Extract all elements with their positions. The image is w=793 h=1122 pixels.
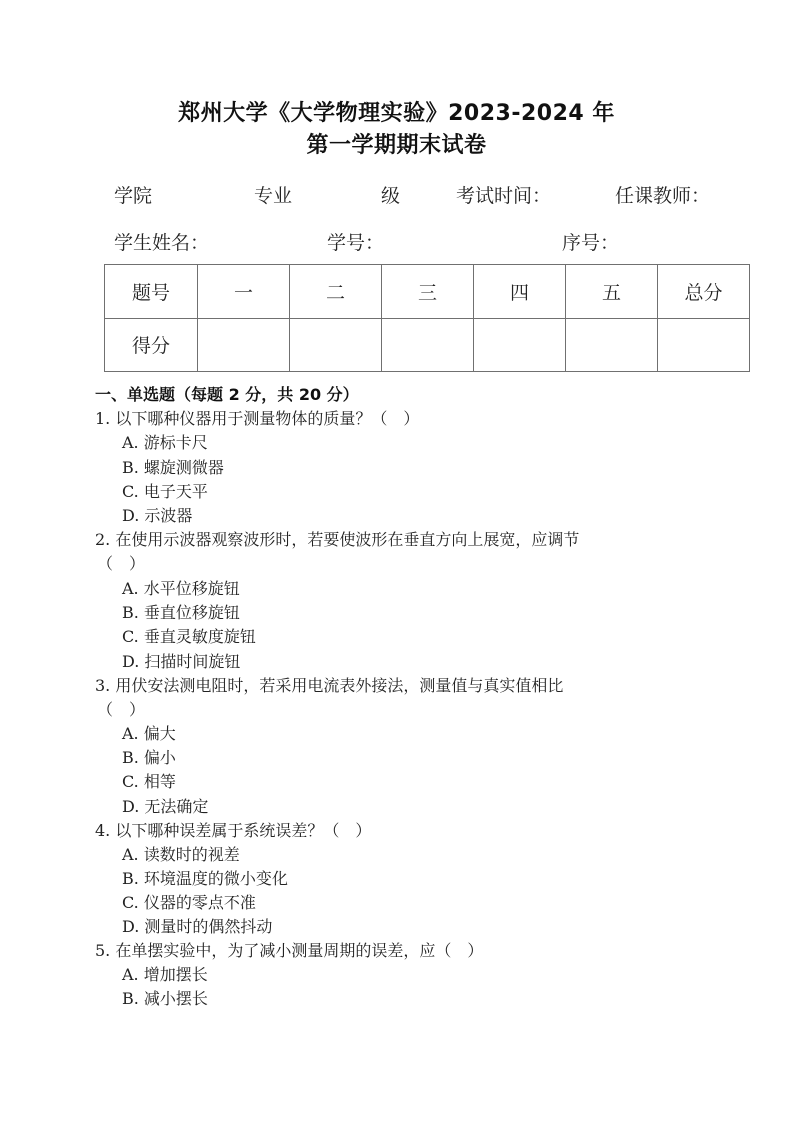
option: C. 相等 xyxy=(122,772,176,791)
option: B. 减小摆长 xyxy=(122,989,208,1008)
header-cell: 五 xyxy=(566,265,658,319)
option: C. 电子天平 xyxy=(122,482,208,501)
score-cell xyxy=(566,318,658,372)
question-stem: 5. 在单摆实验中，为了减小测量周期的误差，应（ ） xyxy=(95,941,484,960)
option: A. 读数时的视差 xyxy=(122,845,240,864)
score-table xyxy=(104,264,750,372)
seq-no-label: 序号： xyxy=(562,232,620,254)
option: D. 示波器 xyxy=(122,506,193,525)
teacher-label: 任课教师： xyxy=(615,185,711,207)
header-cell: 总分 xyxy=(658,265,750,319)
header-cell: 二 xyxy=(290,265,382,319)
option: D. 无法确定 xyxy=(122,797,209,816)
section-title: 一、单选题（每题 2 分，共 20 分） xyxy=(95,385,359,404)
exam-title-line2: 第一学期期末试卷 xyxy=(306,133,487,158)
score-cell xyxy=(382,318,474,372)
option: D. 扫描时间旋钮 xyxy=(122,652,241,671)
option: C. 垂直灵敏度旋钮 xyxy=(122,627,256,646)
option: A. 增加摆长 xyxy=(122,965,208,984)
score-cell xyxy=(198,318,290,372)
question-stem-cont: （ ） xyxy=(97,554,146,573)
question-stem-cont: （ ） xyxy=(97,700,146,719)
header-cell: 题号 xyxy=(105,265,198,319)
score-label-cell: 得分 xyxy=(105,318,198,372)
option: A. 水平位移旋钮 xyxy=(122,579,240,598)
score-cell xyxy=(474,318,566,372)
option: B. 偏小 xyxy=(122,748,176,767)
exam-title-line1: 郑州大学《大学物理实验》2023-2024 年 xyxy=(178,101,615,126)
header-cell: 三 xyxy=(382,265,474,319)
college-label: 学院 xyxy=(114,185,153,207)
question-stem: 2. 在使用示波器观察波形时，若要使波形在垂直方向上展宽，应调节 xyxy=(95,530,580,549)
question-stem: 3. 用伏安法测电阻时，若采用电流表外接法，测量值与真实值相比 xyxy=(95,676,564,695)
score-table-score-row xyxy=(105,318,750,372)
exam-time-label: 考试时间： xyxy=(456,185,552,207)
score-table-header-row xyxy=(105,265,750,319)
grade-label: 级 xyxy=(381,185,401,207)
option: A. 游标卡尺 xyxy=(122,433,208,452)
score-cell xyxy=(290,318,382,372)
header-cell: 四 xyxy=(474,265,566,319)
option: B. 螺旋测微器 xyxy=(122,458,224,477)
student-id-label: 学号： xyxy=(327,232,385,254)
option: A. 偏大 xyxy=(122,724,176,743)
score-cell xyxy=(658,318,750,372)
option: C. 仪器的零点不准 xyxy=(122,893,256,912)
option: B. 环境温度的微小变化 xyxy=(122,869,288,888)
header-cell: 一 xyxy=(198,265,290,319)
option: D. 测量时的偶然抖动 xyxy=(122,917,273,936)
option: B. 垂直位移旋钮 xyxy=(122,603,240,622)
question-stem: 1. 以下哪种仪器用于测量物体的质量？（ ） xyxy=(95,409,420,428)
student-name-label: 学生姓名： xyxy=(114,232,210,254)
major-label: 专业 xyxy=(254,185,293,207)
question-stem: 4. 以下哪种误差属于系统误差？（ ） xyxy=(95,821,372,840)
